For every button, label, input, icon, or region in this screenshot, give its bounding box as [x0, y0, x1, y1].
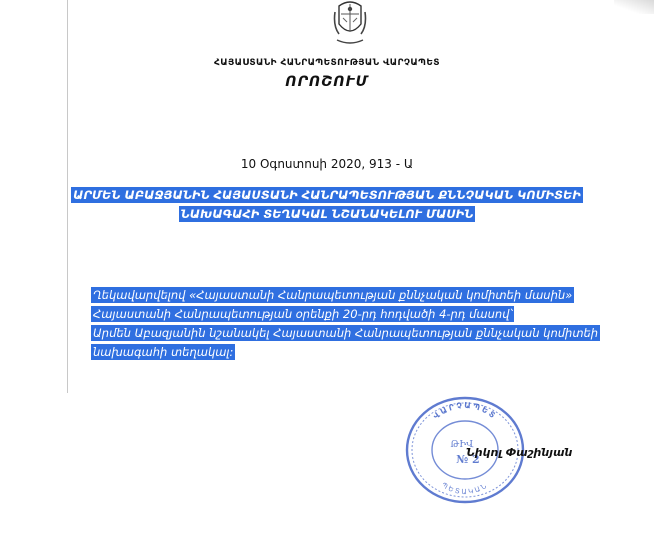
- signatory-name: Նիկոլ Փաշինյան: [466, 446, 573, 459]
- page-corner-shadow: [614, 0, 654, 14]
- body-line-1: Ղեկավարվելով «Հայաստանի Հանրապետության քննչական կոմիտեի մասին»: [93, 288, 573, 302]
- seal-center-line-2: № 2: [456, 453, 480, 466]
- date-and-number: 10 Օգոստոսի 2020, 913 - Ա: [240, 157, 414, 171]
- title-line-2: ՆԱԽԱԳԱՀԻ ՏԵՂԱԿԱԼ ՆՇԱՆԱԿԵԼՈՒ ՄԱՍԻՆ: [180, 207, 474, 221]
- document-type: ՈՐՈՇՈՒՄ: [285, 74, 369, 90]
- body-line-2: Հայաստանի Հանրապետության օրենքի 20-րդ հոդվածի 4-րդ մասով՝: [93, 307, 513, 321]
- seal-center-line-1: ԹԻՎ: [450, 440, 474, 450]
- svg-text:ՊԵՏԱԿԱՆ: [440, 481, 490, 496]
- coat-of-arms-icon: [333, 0, 367, 46]
- decree-body: [91, 286, 611, 362]
- svg-text:ՎԱՐՉԱՊԵՏ: [432, 401, 499, 421]
- decree-title: [0, 186, 654, 224]
- seal-bottom-text: ՊԵՏԱԿԱՆ: [440, 481, 490, 497]
- body-line-4: նախագահի տեղակալ:: [93, 345, 234, 359]
- body-line-3: Արմեն Աբազյանին նշանակել Հայաստանի Հանրապետության քննչական կոմիտեի: [93, 326, 599, 340]
- seal-top-text: ՎԱՐՉԱՊԵՏ: [431, 400, 499, 422]
- title-line-1: ԱՐՄԵՆ ԱԲԱՋՅԱՆԻՆ ՀԱՅԱՍՏԱՆԻ ՀԱՆՐԱՊԵՏՈՒԹՅԱՆ ՔՆՆՉԱԿԱՆ ԿՈՄԻՏԵԻ: [73, 188, 581, 202]
- issuing-office: ՀԱՅԱՍՏԱՆԻ ՀԱՆՐԱՊԵՏՈՒԹՅԱՆ ՎԱՐՉԱՊԵՏ: [214, 58, 440, 68]
